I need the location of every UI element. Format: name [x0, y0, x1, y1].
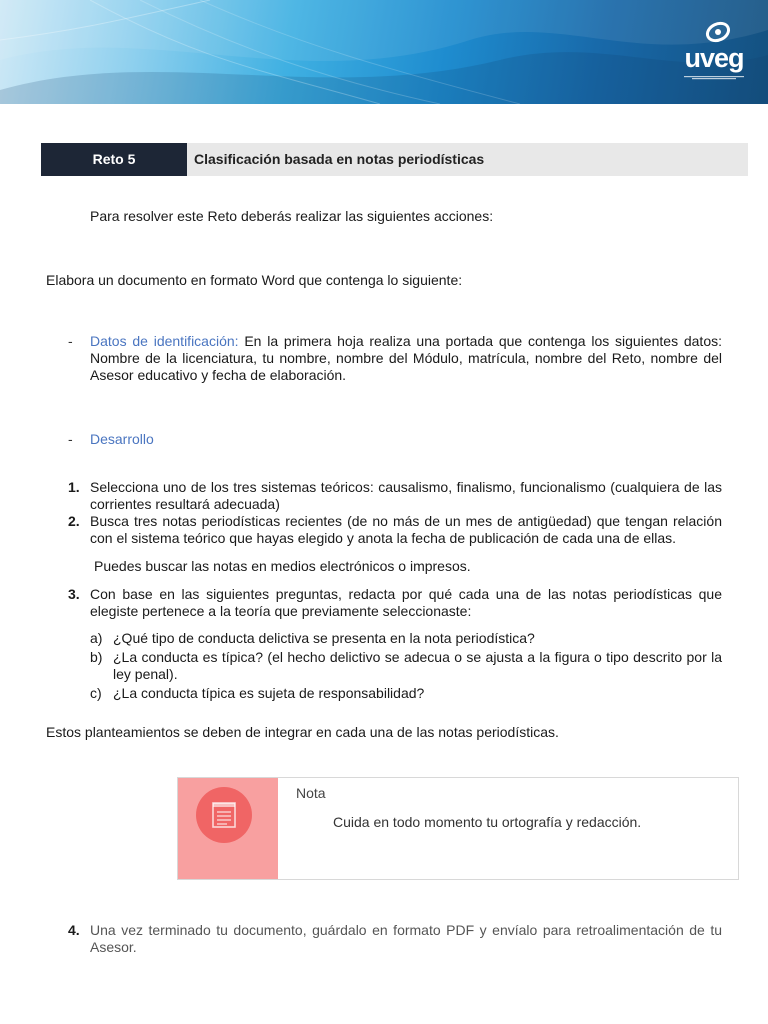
question-b-text: ¿La conducta es típica? (el hecho delictivo se adecua o se ajusta a la figura o tipo descrito por la ley penal). [113, 649, 722, 682]
question-a-text: ¿Qué tipo de conducta delictiva se presenta en la nota periodística? [113, 630, 535, 646]
datos-bullet: - [68, 333, 73, 349]
step-4-text: Una vez terminado tu documento, guárdalo en formato PDF y envíalo para retroalimentación de tu Asesor. [90, 922, 722, 955]
question-b-letter: b) [90, 649, 103, 665]
desarrollo-bullet: - [68, 431, 73, 447]
desarrollo-heading: Desarrollo [90, 431, 154, 447]
challenge-title-bar [41, 143, 748, 176]
logo-tagline-graphic [684, 75, 744, 80]
note-icon-circle [196, 787, 252, 843]
step-3-number: 3. [68, 586, 80, 602]
puedes-text: Puedes buscar las notas en medios electrónicos o impresos. [94, 558, 471, 574]
logo-mark-icon [704, 20, 732, 44]
question-a-letter: a) [90, 630, 103, 646]
note-label: Nota [296, 785, 326, 801]
challenge-title: Clasificación basada en notas periodísticas [194, 151, 485, 167]
step-1-number: 1. [68, 479, 80, 495]
elabora-text: Elabora un documento en formato Word que contenga lo siguiente: [46, 272, 463, 288]
datos-paragraph [90, 333, 722, 384]
step-2-number: 2. [68, 513, 80, 529]
step-4-number: 4. [68, 922, 80, 938]
estos-text: Estos planteamientos se deben de integrar en cada una de las notas periodísticas. [46, 724, 559, 740]
step-3-text: Con base en las siguientes preguntas, redacta por qué cada una de las notas periodísticas que elegiste pertenece a la teoría que previamente seleccionaste: [90, 586, 722, 619]
step-1-text: Selecciona uno de los tres sistemas teóricos: causalismo, finalismo, funcionalismo (cualquiera de las corrientes resultará adecuada) [90, 479, 722, 512]
logo-wordmark: uveg [684, 43, 744, 73]
uveg-logo [678, 18, 750, 84]
question-c-text: ¿La conducta típica es sujeta de responsabilidad? [113, 685, 425, 701]
note-text: Cuida en todo momento tu ortografía y redacción. [333, 814, 642, 830]
note-side-panel [178, 778, 278, 879]
datos-text: En la primera hoja realiza una portada que contenga los siguientes datos: Nombre de la licenciatura, tu nombre, nombre del Módulo, matrícula, nombre del Reto, nombre del Asesor educativo y fecha de elaboración. [90, 333, 722, 383]
step-2-text: Busca tres notas periodísticas recientes (de no más de un mes de antigüedad) que tengan relación con el sistema teórico que hayas elegido y anota la fecha de publicación de cada una de ellas. [90, 513, 722, 546]
note-box [177, 777, 739, 880]
question-c-letter: c) [90, 685, 102, 701]
datos-label: Datos de identificación: [90, 333, 239, 349]
header-banner [0, 0, 768, 104]
challenge-number: Reto 5 [41, 143, 187, 176]
banner-wave-graphic [0, 0, 768, 104]
intro-text: Para resolver este Reto deberás realizar las siguientes acciones: [90, 208, 494, 224]
document-icon [212, 802, 236, 828]
